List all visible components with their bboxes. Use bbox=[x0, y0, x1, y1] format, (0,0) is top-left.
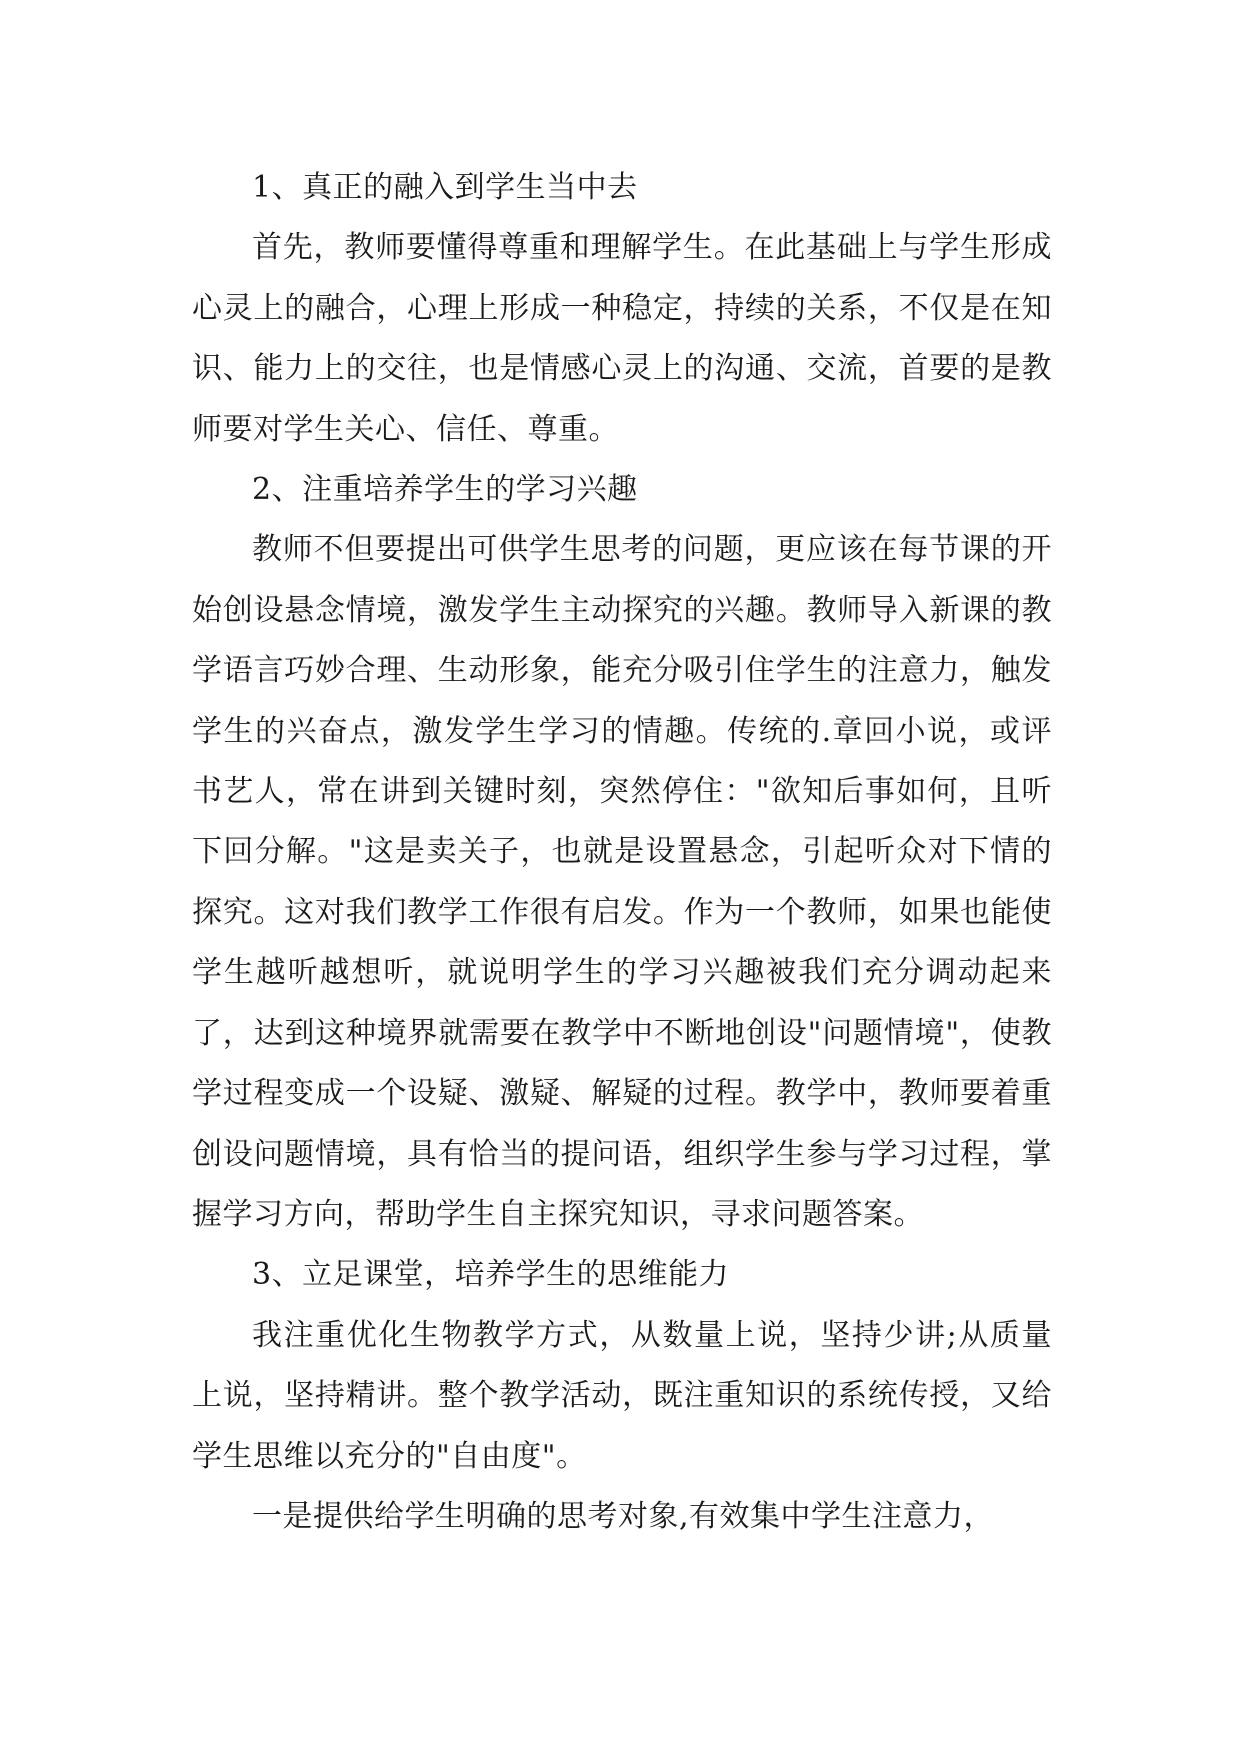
paragraph-1: 首先，教师要懂得尊重和理解学生。在此基础上与学生形成心灵上的融合，心理上形成一种稳定，持续的关系，不仅是在知识、能力上的交往，也是情感心灵上的沟通、交流，首要的是教师要对学生关心、信任、尊重。 bbox=[192, 230, 1053, 447]
paragraph-4: 一是提供给学生明确的思考对象,有效集中学生注意力， bbox=[252, 1498, 995, 1534]
document-body bbox=[192, 158, 1052, 1547]
heading-3: 3、立足课堂，培养学生的思维能力 bbox=[252, 1257, 730, 1293]
heading-1: 1、真正的融入到学生当中去 bbox=[252, 170, 638, 205]
paragraph-3: 我注重优化生物教学方式，从数量上说，坚持少讲;从质量上说，坚持精讲。整个教学活动，既注重知识的系统传授，又给学生思维以充分的"自由度"。 bbox=[192, 1317, 1053, 1474]
heading-2: 2、注重培养学生的学习兴趣 bbox=[252, 472, 638, 508]
paragraph-2: 教师不但要提出可供学生思考的问题，更应该在每节课的开始创设悬念情境，激发学生主动探究的兴趣。教师导入新课的教学语言巧妙合理、生动形象，能充分吸引住学生的注意力，触发学生的兴奋点，激发学生学习的情趣。传统的.章回小说，或评书艺人，常在讲到关键时刻，突然停住："欲知后事如何，且听下回分解。"这是卖关子，也就是设置悬念，引起听众对下情的探究。这对我们教学工作很有启发。作为一个教师，如果也能使学生越听越想听，就说明学生的学习兴趣被我们充分调动起来了，达到这种境界就需要在教学中不断地创设"问题情境"，使教学过程变成一个设疑、激疑、解疑的过程。教学中，教师要着重创设问题情境，具有恰当的提问语，组织学生参与学习过程，掌握学习方向，帮助学生自主探究知识，寻求问题答案。 bbox=[192, 532, 1053, 1232]
